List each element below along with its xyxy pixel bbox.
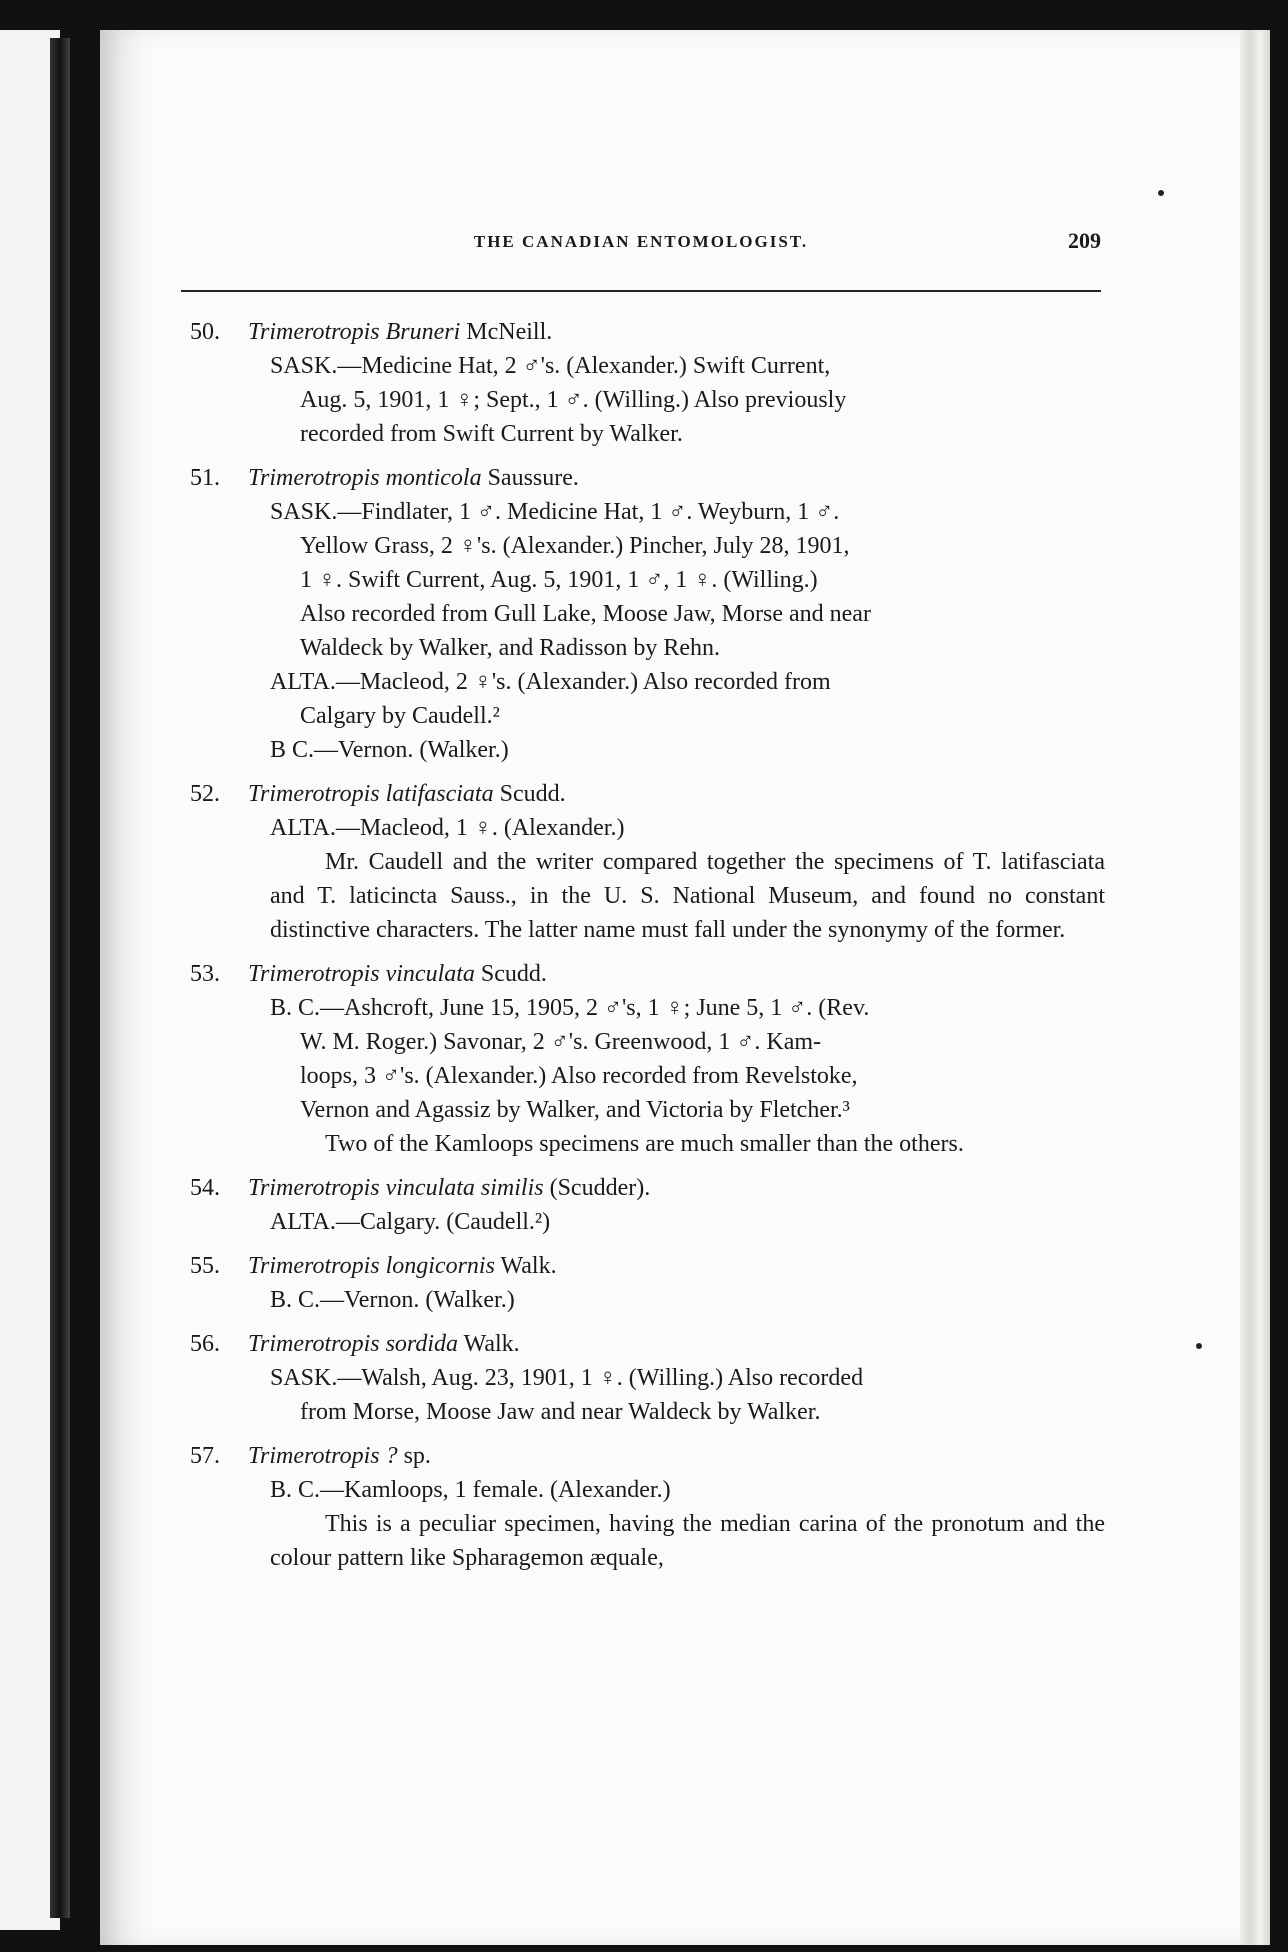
species-authority: Walk. [500, 1253, 557, 1279]
entry-heading [190, 1171, 1105, 1205]
entry-heading [190, 957, 1105, 991]
locality-record: B. C.—Ashcroft, June 15, 1905, 2 ♂'s, 1 ♀; June 5, 1 ♂. (Rev. [270, 995, 870, 1021]
locality-record: Calgary by Caudell.² [300, 703, 500, 729]
locality-record: B. C.—Kamloops, 1 female. (Alexander.) [270, 1477, 671, 1503]
entry-heading [190, 1327, 1105, 1361]
locality-record: SASK.—Findlater, 1 ♂. Medicine Hat, 1 ♂. Weyburn, 1 ♂. [270, 499, 840, 525]
entry-heading [190, 1439, 1105, 1473]
page-header [181, 228, 1101, 268]
entry-number: 52. [190, 781, 220, 807]
species-entry [190, 957, 1105, 1161]
locality-record: from Morse, Moose Jaw and near Waldeck by Walker. [300, 1399, 821, 1425]
locality-record: W. M. Roger.) Savonar, 2 ♂'s. Greenwood, 1 ♂. Kam- [300, 1029, 822, 1055]
page [100, 30, 1270, 1945]
locality-record: recorded from Swift Current by Walker. [300, 421, 683, 447]
page-number: 209 [1068, 228, 1101, 253]
locality-record: B C.—Vernon. (Walker.) [270, 737, 509, 763]
article-body [190, 315, 1105, 1585]
species-name: Trimerotropis Bruneri [248, 319, 461, 345]
species-entry [190, 1327, 1105, 1429]
locality-record: Vernon and Agassiz by Walker, and Victoria by Fletcher.³ [300, 1097, 850, 1123]
locality-record: 1 ♀. Swift Current, Aug. 5, 1901, 1 ♂, 1 ♀. (Willing.) [300, 567, 818, 593]
species-name: Trimerotropis vinculata [248, 961, 475, 987]
locality-record: Waldeck by Walker, and Radisson by Rehn. [300, 635, 720, 661]
header-rule [181, 290, 1101, 292]
locality-record: SASK.—Medicine Hat, 2 ♂'s. (Alexander.) Swift Current, [270, 353, 831, 379]
locality-record: ALTA.—Macleod, 1 ♀. (Alexander.) [270, 815, 625, 841]
running-title: THE CANADIAN ENTOMOLOGIST. [473, 232, 809, 251]
species-name: Trimerotropis vinculata similis [248, 1175, 544, 1201]
species-entry [190, 1439, 1105, 1575]
remark-paragraph: Mr. Caudell and the writer compared together the specimens of T. latifasciata and T. laticincta Sauss., in the U. S. National Museum, and found no constant distinctive characters. The latter name must fall under the synonymy of the former. [270, 849, 1105, 943]
species-entry [190, 461, 1105, 767]
species-name: Trimerotropis monticola [248, 465, 482, 491]
locality-record: Also recorded from Gull Lake, Moose Jaw, Morse and near [300, 601, 871, 627]
book-spine [50, 38, 70, 1918]
locality-record: SASK.—Walsh, Aug. 23, 1901, 1 ♀. (Willing.) Also recorded [270, 1365, 864, 1391]
entry-number: 54. [190, 1175, 220, 1201]
locality-record: B. C.—Vernon. (Walker.) [270, 1287, 515, 1313]
entry-heading [190, 777, 1105, 811]
species-authority: Saussure. [487, 465, 579, 491]
entry-number: 57. [190, 1443, 220, 1469]
entry-heading [190, 1249, 1105, 1283]
locality-record: Yellow Grass, 2 ♀'s. (Alexander.) Pincher, July 28, 1901, [300, 533, 850, 559]
locality-record: Aug. 5, 1901, 1 ♀; Sept., 1 ♂. (Willing.) Also previously [300, 387, 847, 413]
species-entry [190, 1171, 1105, 1239]
page-edge [1240, 30, 1270, 1945]
locality-record: loops, 3 ♂'s. (Alexander.) Also recorded from Revelstoke, [300, 1063, 858, 1089]
species-authority: Walk. [463, 1331, 520, 1357]
speck [1196, 1343, 1202, 1349]
entry-number: 50. [190, 319, 220, 345]
entry-number: 55. [190, 1253, 220, 1279]
entry-number: 56. [190, 1331, 220, 1357]
remark-paragraph: Two of the Kamloops specimens are much smaller than the others. [325, 1131, 964, 1157]
species-name: Trimerotropis longicornis [248, 1253, 495, 1279]
species-authority: sp. [403, 1443, 431, 1469]
species-authority: Scudd. [480, 961, 547, 987]
species-entry [190, 1249, 1105, 1317]
species-authority: McNeill. [466, 319, 553, 345]
species-authority: Scudd. [499, 781, 566, 807]
entry-number: 53. [190, 961, 220, 987]
entry-heading [190, 315, 1105, 349]
species-authority: (Scudder). [549, 1175, 651, 1201]
species-entry [190, 315, 1105, 451]
remark-paragraph: This is a peculiar specimen, having the median carina of the pronotum and the colour pattern like Spharagemon æquale, [270, 1511, 1105, 1571]
entry-number: 51. [190, 465, 220, 491]
species-name: Trimerotropis latifasciata [248, 781, 494, 807]
speck [1158, 190, 1164, 196]
species-entry [190, 777, 1105, 947]
entry-heading [190, 461, 1105, 495]
species-name: Trimerotropis ? [248, 1443, 398, 1469]
species-name: Trimerotropis sordida [248, 1331, 459, 1357]
locality-record: ALTA.—Macleod, 2 ♀'s. (Alexander.) Also recorded from [270, 669, 831, 695]
locality-record: ALTA.—Calgary. (Caudell.²) [270, 1209, 551, 1235]
